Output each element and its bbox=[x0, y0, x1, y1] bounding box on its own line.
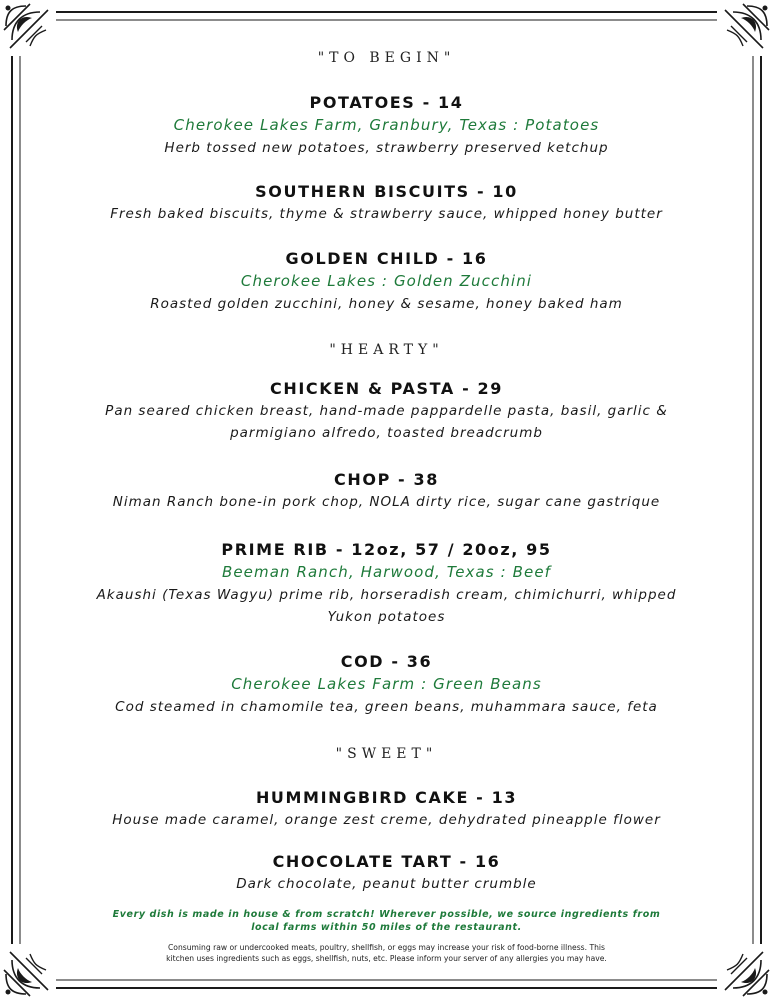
dish-description: Roasted golden zucchini, honey & sesame, honey baked ham bbox=[150, 296, 623, 312]
dish-name: HUMMINGBIRD CAKE - 13 bbox=[255, 788, 518, 807]
section-heading-sweet: "SWEET" bbox=[335, 746, 438, 762]
dish-description: Dark chocolate, peanut butter crumble bbox=[236, 876, 537, 892]
food-safety-disclaimer-line-1: Consuming raw or undercooked meats, poultry, shellfish, or eggs may increase your risk of food-borne illness. This bbox=[168, 943, 605, 952]
scratch-kitchen-note-line-2: local farms within 50 miles of the restaurant. bbox=[251, 922, 522, 933]
menu-item-cod bbox=[40, 651, 733, 718]
dish-description-line-1: Akaushi (Texas Wagyu) prime rib, horseradish cream, chimichurri, whipped bbox=[96, 587, 677, 603]
dish-name: SOUTHERN BISCUITS - 10 bbox=[255, 182, 518, 201]
dish-description: House made caramel, orange zest creme, dehydrated pineapple flower bbox=[112, 812, 661, 828]
dish-name: POTATOES - 14 bbox=[309, 93, 464, 112]
scratch-kitchen-note-line-1: Every dish is made in house & from scratch! Wherever possible, we source ingredients from bbox=[112, 909, 661, 920]
dish-source: Cherokee Lakes Farm, Granbury, Texas : Potatoes bbox=[173, 116, 600, 134]
scratch-kitchen-note bbox=[40, 908, 733, 934]
menu-item-chicken-pasta bbox=[40, 378, 733, 444]
dish-source: Cherokee Lakes : Golden Zucchini bbox=[240, 272, 533, 290]
food-safety-disclaimer bbox=[40, 942, 733, 964]
dish-description: Fresh baked biscuits, thyme & strawberry sauce, whipped honey butter bbox=[110, 206, 663, 222]
menu-item-golden-child bbox=[40, 248, 733, 315]
menu-item-chocolate-tart bbox=[40, 851, 733, 895]
dish-source: Cherokee Lakes Farm : Green Beans bbox=[231, 675, 542, 693]
dish-name: PRIME RIB - 12oz, 57 / 20oz, 95 bbox=[221, 540, 552, 559]
dish-description: Cod steamed in chamomile tea, green beans, muhammara sauce, feta bbox=[115, 699, 658, 715]
dish-name: CHOCOLATE TART - 16 bbox=[272, 852, 501, 871]
section-heading-hearty: "HEARTY" bbox=[329, 342, 444, 358]
menu-item-prime-rib bbox=[40, 539, 733, 628]
dish-name: COD - 36 bbox=[340, 652, 433, 671]
dish-name: CHOP - 38 bbox=[334, 470, 439, 489]
dish-description-line-2: parmigiano alfredo, toasted breadcrumb bbox=[230, 425, 543, 441]
corner-ornament-top-left bbox=[0, 0, 56, 56]
dish-description-line-1: Pan seared chicken breast, hand-made pappardelle pasta, basil, garlic & bbox=[105, 403, 668, 419]
dish-description: Niman Ranch bone-in pork chop, NOLA dirty rice, sugar cane gastrique bbox=[112, 494, 661, 510]
dish-description: Herb tossed new potatoes, strawberry preserved ketchup bbox=[164, 140, 609, 156]
corner-ornament-top-right bbox=[717, 0, 773, 56]
dish-description-line-2: Yukon potatoes bbox=[327, 609, 446, 625]
section-heading-to-begin: "TO BEGIN" bbox=[317, 50, 456, 66]
menu-item-potatoes bbox=[40, 92, 733, 159]
food-safety-disclaimer-line-2: kitchen uses ingredients such as eggs, shellfish, nuts, etc. Please inform your server of any allergies you may have. bbox=[166, 954, 607, 963]
dish-name: GOLDEN CHILD - 16 bbox=[285, 249, 488, 268]
menu-item-chop bbox=[40, 469, 733, 513]
dish-source: Beeman Ranch, Harwood, Texas : Beef bbox=[221, 563, 552, 581]
menu-item-southern-biscuits bbox=[40, 181, 733, 225]
dish-name: CHICKEN & PASTA - 29 bbox=[270, 379, 503, 398]
menu-item-hummingbird-cake bbox=[40, 787, 733, 831]
